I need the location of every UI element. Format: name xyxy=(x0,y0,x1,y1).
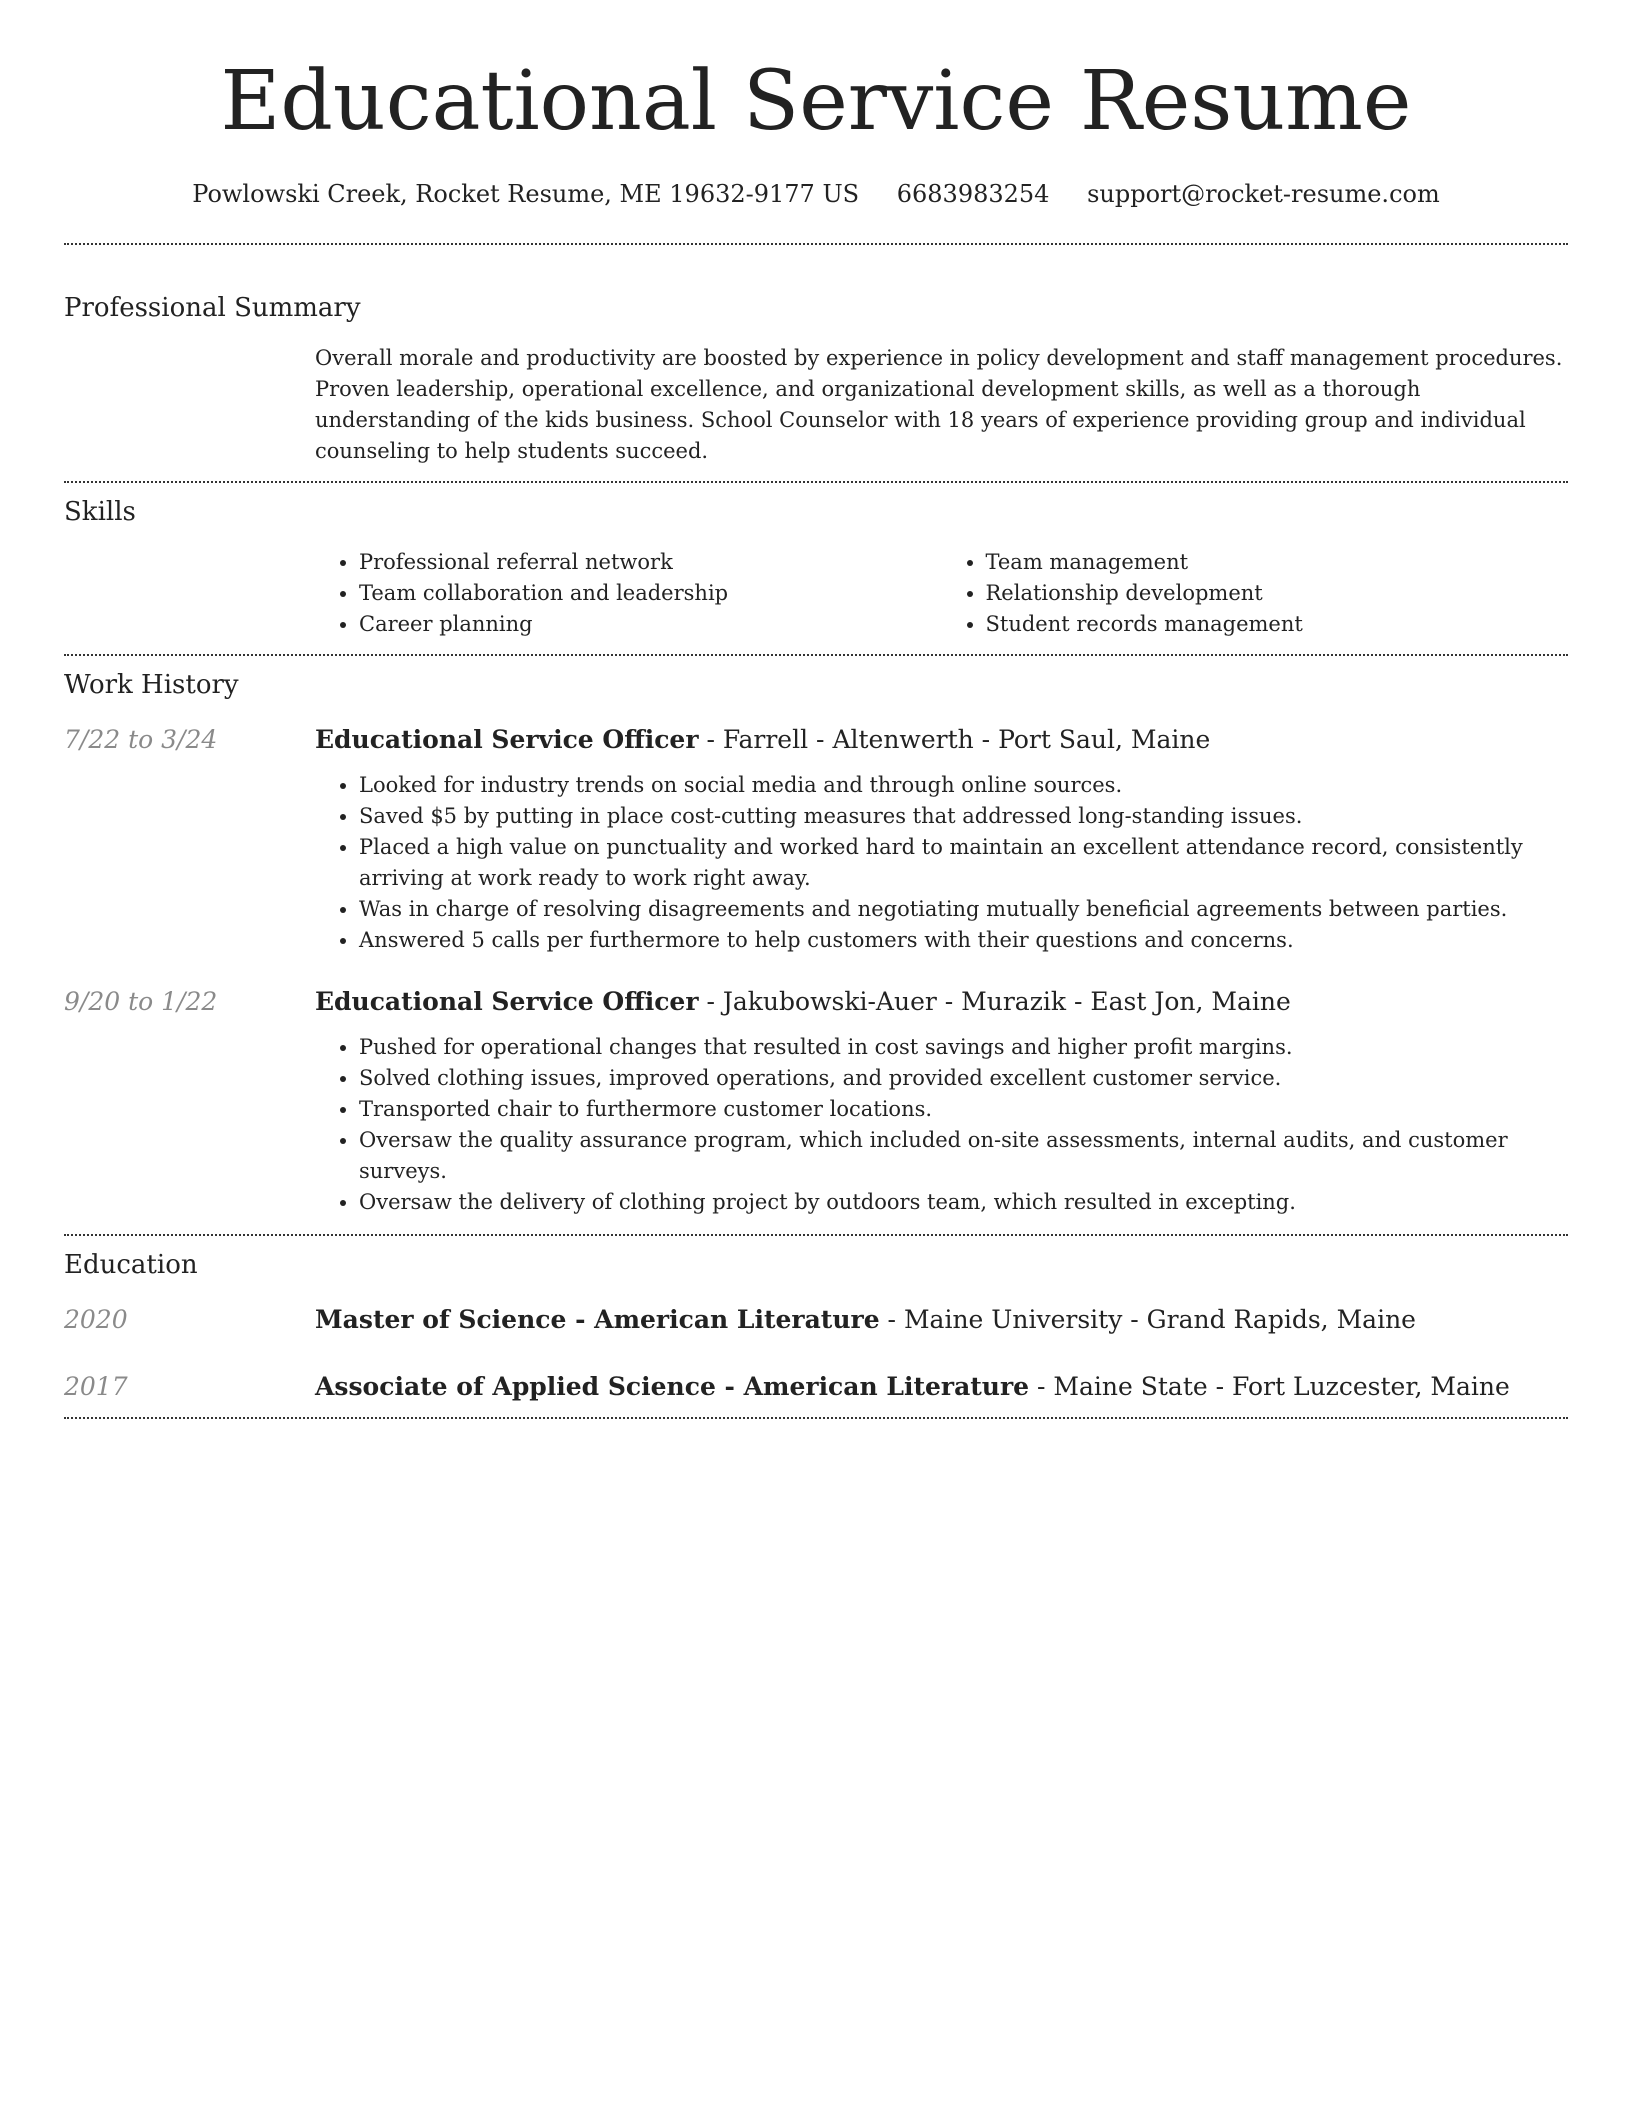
job-title xyxy=(315,724,1568,756)
education-title xyxy=(315,1304,1568,1336)
summary-spacer xyxy=(64,343,315,467)
job-bullet: • Answered 5 calls per furthermore to help customers with their questions and concerns. xyxy=(359,925,1568,956)
contact-address: Powlowski Creek, Rocket Resume, ME 19632-9177 US xyxy=(192,180,860,208)
job-entry xyxy=(64,724,1568,956)
education-section xyxy=(64,1248,1568,1403)
contact-line xyxy=(64,178,1568,210)
education-entry xyxy=(64,1304,1568,1336)
education-degree: Associate of Applied Science - American Literature xyxy=(315,1372,1030,1401)
skill-item: • Team management xyxy=(986,547,1569,578)
work-section xyxy=(64,668,1568,1218)
job-dates: 7/22 to 3/24 xyxy=(64,725,218,754)
divider xyxy=(64,1234,1568,1236)
education-title xyxy=(315,1371,1568,1403)
job-bullet: • Pushed for operational changes that resulted in cost savings and higher profit margins. xyxy=(359,1032,1568,1063)
job-bullets xyxy=(315,770,1568,956)
job-details: - Jakubowski-Auer - Murazik - East Jon, Maine xyxy=(698,987,1291,1016)
skills-heading: Skills xyxy=(64,497,136,527)
summary-text: Overall morale and productivity are boosted by experience in policy development and staff management procedures. Proven leadership, operational excellence, and organizational development skills, as well as a thorough understanding of the kids business. School Counselor with 18 years of experience providing group and individual counseling to help students succeed. xyxy=(315,346,1563,463)
education-heading: Education xyxy=(64,1250,198,1280)
job-bullet: • Oversaw the delivery of clothing project by outdoors team, which resulted in excepting. xyxy=(359,1187,1568,1218)
skill-item: • Student records management xyxy=(986,609,1569,640)
job-title xyxy=(315,986,1568,1018)
job-bullet: • Oversaw the quality assurance program, which included on-site assessments, internal audits, and customer surveys. xyxy=(359,1125,1568,1187)
contact-email: support@rocket-resume.com xyxy=(1087,180,1440,208)
job-bullet: • Looked for industry trends on social media and through online sources. xyxy=(359,770,1568,801)
work-heading: Work History xyxy=(64,670,239,700)
skills-list-right xyxy=(942,547,1569,640)
divider xyxy=(64,243,1568,245)
job-bullet: • Transported chair to furthermore customer locations. xyxy=(359,1094,1568,1125)
education-year: 2020 xyxy=(64,1305,128,1334)
education-year: 2017 xyxy=(64,1372,128,1401)
job-role: Educational Service Officer xyxy=(315,987,699,1016)
job-bullet: • Placed a high value on punctuality and worked hard to maintain an excellent attendance record, consistently arriving at work ready to work right away. xyxy=(359,832,1568,894)
resume-title: Educational Service Resume xyxy=(220,54,1412,149)
job-bullet: • Saved $5 by putting in place cost-cutting measures that addressed long-standing issues. xyxy=(359,801,1568,832)
divider xyxy=(64,654,1568,656)
education-details: - Maine State - Fort Luzcester, Maine xyxy=(1029,1372,1510,1401)
skills-list-left xyxy=(315,547,942,640)
skill-item: • Relationship development xyxy=(986,578,1569,609)
education-details: - Maine University - Grand Rapids, Maine xyxy=(879,1305,1416,1334)
education-entry xyxy=(64,1371,1568,1403)
job-dates: 9/20 to 1/22 xyxy=(64,987,218,1016)
education-degree: Master of Science - American Literature xyxy=(315,1305,880,1334)
contact-phone: 6683983254 xyxy=(896,180,1050,208)
skill-item: • Career planning xyxy=(359,609,942,640)
job-role: Educational Service Officer xyxy=(315,725,699,754)
skills-spacer xyxy=(64,547,315,640)
divider xyxy=(64,1417,1568,1419)
skills-section xyxy=(64,495,1568,640)
job-entry xyxy=(64,986,1568,1218)
job-bullet: • Was in charge of resolving disagreements and negotiating mutually beneficial agreements between parties. xyxy=(359,894,1568,925)
summary-section xyxy=(64,291,1568,467)
skill-item: • Professional referral network xyxy=(359,547,942,578)
job-bullet: • Solved clothing issues, improved operations, and provided excellent customer service. xyxy=(359,1063,1568,1094)
summary-heading: Professional Summary xyxy=(64,293,361,323)
job-bullets xyxy=(315,1032,1568,1218)
job-details: - Farrell - Altenwerth - Port Saul, Maine xyxy=(698,725,1211,754)
divider xyxy=(64,481,1568,483)
skill-item: • Team collaboration and leadership xyxy=(359,578,942,609)
